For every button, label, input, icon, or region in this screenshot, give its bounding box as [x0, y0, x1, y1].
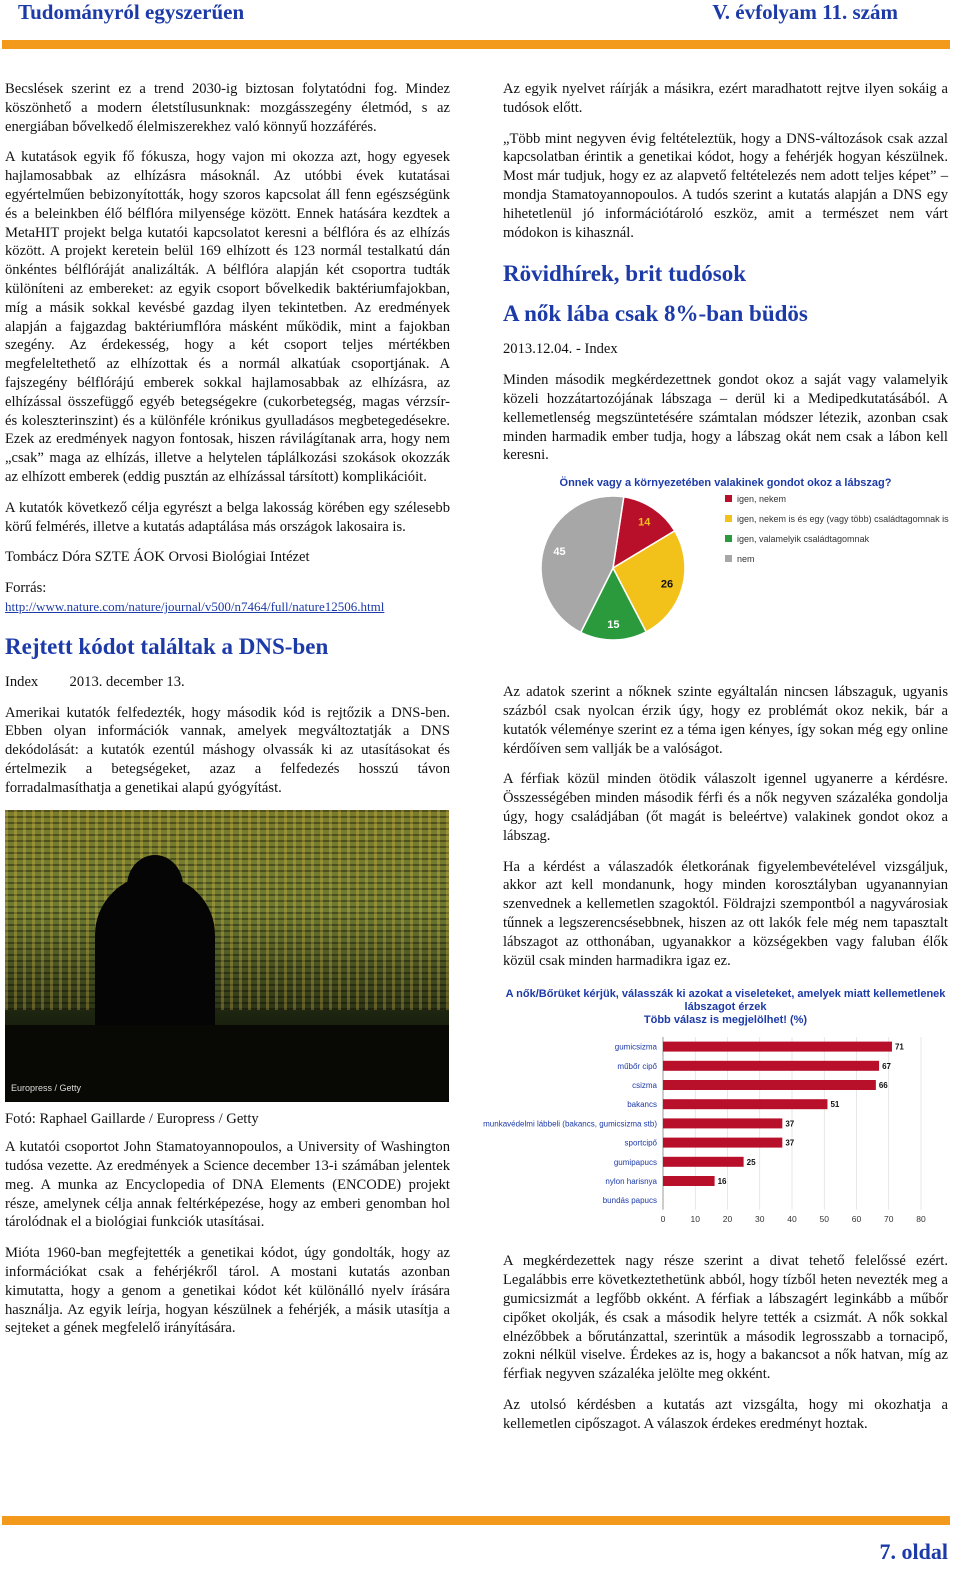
- meta-source: Index: [5, 673, 39, 690]
- x-tick-label: 40: [787, 1214, 797, 1225]
- paragraph: A kutatói csoportot John Stamatoyannopoulos, a University of Washington tudósa vezette. Az eredmények a Science december 13-i számában jelentek meg. A munka az Encyclopedia of DNA Elements (ENCODE) projekt része, amelynek célja annak feltérképezése, hogy az emberi genomban hol tárolódnak el a biológiai funkciók utasításai.: [5, 1139, 450, 1231]
- article-heading: Rejtett kódot találtak a DNS-ben: [5, 633, 329, 659]
- bar: [663, 1138, 782, 1148]
- pie-slice-label: 15: [607, 619, 620, 632]
- source-link[interactable]: http://www.nature.com/nature/journal/v500/n7464/full/nature12506.html: [5, 598, 385, 614]
- legend-swatch: [725, 495, 732, 502]
- photo-caption: Fotó: Raphael Gaillarde / Europress / Getty: [5, 1110, 259, 1127]
- x-tick-label: 70: [884, 1214, 894, 1225]
- x-tick-label: 30: [755, 1214, 765, 1225]
- pie-slice-label: 26: [660, 578, 674, 591]
- bar-category-label: bakancs: [627, 1100, 657, 1110]
- photo-control-room: [5, 810, 449, 1102]
- bar-chart-title-line: lábszagot érzek: [684, 1001, 767, 1014]
- paragraph: Az egyik nyelvet ráírják a másikra, ezért maradhatott rejtve ilyen sokáig a tudósok előtt.: [503, 81, 948, 116]
- legend-label: igen, nekem: [737, 494, 787, 505]
- source-label: Forrás:: [5, 580, 47, 597]
- pie-chart: [503, 477, 948, 657]
- left-column: [5, 80, 450, 1350]
- bar-value-label: 71: [894, 1042, 904, 1052]
- monitor-wall: [5, 810, 449, 1010]
- legend-swatch: [725, 535, 732, 542]
- bar-category-label: bundás papucs: [602, 1196, 657, 1206]
- paragraph: Ha a kérdést a válaszadók életkorának figyelembevételével vizsgáljuk, akkor azt kell mondanunk, hogy minden korosztályban ugyanannyian szenvednek a kellemetlen szagoktól. Földrajzi szempontból a nagyvárosiak tűnnek a legszerencsésebbnek, hiszen az ott lakók fele még nem tapasztalt lábszagot az otthonában, ugyanakkor a községekben vagy faluban élők közül csak minden harmadikra igaz ez.: [503, 858, 948, 969]
- paragraph: A megkérdezettek nagy része szerint a divat tehető felelőssé ezért. Legalábbis erre következtethetünk abból, hogy tízből heten nevezték meg a gumicsizmát a legfőbb okként. A férfiak a lábszagért leginkább a műbőr cipőket okolják, és csak a második helyre tették a csizmát. A nők sokkal elnézőbbek a bőrutánzattal, szerintük a második legrosszabb a tornacipő, zokni nélkül viselve. Érdekes az is, hogy a bakancsot a nők hatvan, míg az férfiak negyven százaléka jelölte meg okként.: [503, 1253, 948, 1383]
- legend-swatch: [725, 555, 732, 562]
- legend-label: igen, valamelyik családtagomnak: [737, 534, 870, 545]
- bar-value-label: 37: [785, 1138, 795, 1148]
- article-meta: 2013.12.04. - Index: [503, 341, 618, 358]
- right-column: [483, 80, 949, 1445]
- paragraph: Minden második megkérdezettnek gondot okoz a saját vagy valamelyik közeli hozzátartozójának lábszaga – derül ki a Medipedkutatásából. A kellemetlenség megszüntetésére számtalan módszer létezik, azonban csak minden harmadik ember tudja, hogy a lábszag okát nem csak a lábon kell keresni.: [503, 372, 948, 464]
- bar-category-label: csizma: [632, 1081, 657, 1091]
- author-line: Tombácz Dóra SZTE ÁOK Orvosi Biológiai Intézet: [5, 549, 310, 566]
- issue-label: V. évfolyam 11. szám: [712, 0, 898, 24]
- bar-chart-title: [503, 988, 948, 1027]
- bar-chart-title-line: Több válasz is megjelölhet! (%): [643, 1014, 808, 1027]
- photo-credit: Europress / Getty: [11, 1082, 82, 1093]
- paragraph: A férfiak közül minden ötödik válaszolt igennel ugyanerre a kérdésre. Összességében minden második férfi és a nők negyven százaléka gondolja úgy, hogy családjában (őt magát is beleértve) valakinek gondot okoz a lábszag.: [503, 771, 948, 844]
- bar-value-label: 67: [882, 1062, 891, 1072]
- bar-category-label: munkavédelmi lábbeli (bakancs, gumicsizma stb): [483, 1119, 657, 1129]
- legend-label: nem: [737, 554, 755, 565]
- bar: [663, 1119, 782, 1129]
- footer-rule: [2, 1516, 950, 1525]
- bar-value-label: 37: [785, 1119, 795, 1129]
- bar: [663, 1176, 715, 1186]
- bar-category-label: műbőr cipő: [617, 1062, 657, 1072]
- page-number: 7. oldal: [879, 1539, 948, 1564]
- legend-label: igen, nekem is és egy (vagy több) családtagomnak is: [737, 514, 949, 525]
- paragraph: Az adatok szerint a nőknek szinte egyáltalán nincsen lábszaguk, ugyanis százból csak nyolcan érzik úgy, hogy ez problémát okoz nekik, bár a kutatók véleménye szerint ez a téma igen kényes, így sokan még egy online kérdőíven sem vallják be a valóságot.: [503, 684, 948, 757]
- bar-chart: [483, 988, 948, 1228]
- paragraph: Becslések szerint ez a trend 2030-ig biztosan folytatódni fog. Mindez köszönhető a modern életstílusunknak: mozgásszegény életmód, s az energiában bővelkedő élelmiszerekhez való könnyű hozzáférés.: [5, 81, 450, 135]
- article-heading: A nők lába csak 8%-ban büdös: [503, 301, 808, 327]
- bar-category-label: gumipapucs: [613, 1158, 657, 1168]
- pie-chart-svg: [503, 490, 948, 650]
- paragraph: „Több mint negyven évig feltételeztük, hogy a DNS-változások csak azzal kapcsolatban érintik a genetikai kódot, hogy a fehérjék hogyan készülnek. Most már tudjuk, hogy ez az alapvető feltételezés nem adott teljes képet” – mondja Stamatoyannopoulos. A tudós szerint a kutatás alapján a DNS egy hihetetlenül jó információtároló eszköz, amit a természet nem várt módokon is kihasznál.: [503, 130, 948, 241]
- header-rule: [2, 40, 950, 49]
- article-meta: [5, 673, 450, 692]
- x-tick-label: 20: [722, 1214, 733, 1225]
- pie-slice-label: 14: [638, 516, 651, 529]
- x-tick-label: 10: [690, 1214, 700, 1225]
- x-tick-label: 60: [851, 1214, 862, 1225]
- paragraph: Az utolsó kérdésben a kutatás azt vizsgálta, hogy mi okozhatja a kellemetlen cipőszagot. A válaszok érdekes eredményt hoztak.: [503, 1396, 948, 1432]
- paragraph: A kutatások egyik fő fókusza, hogy vajon mi okozza azt, hogy egyesek hajlamosabbak az elhízásra másoknál. Az utóbbi évek kutatásai egyértelműen bebizonyították, hogy szoros kapcsolat áll fenn egészségünk és a beleinkben élő bélflóra milyensége között. Ennek hatására kezdtek a MetaHIT projekt belga kutatói kapcsolatot keresni a bélflóra és az elhízás között. A projekt keretein belül 169 elhízott és 123 normál testalkatú dán önkéntes bélflóráját analizálták. A bélflóra alapján két csoportra tudták különíteni az embereket: az egyik csoport bővelkedik baktériumfajokban, míg a másik sokkal kevésbé gazdag ilyen tekintetben. Az eredmények alapján a fajgazdag baktériumflóra másként működik, mint a fajokban szegény. Az érdekesség, hogy a két csoport teljes mértékben megfeleltethető az elhízottak és a normál alkatúak csoportjának. A fajszegény bélflórájú emberek sokkal hajlamosabbak az elhízásra, az elhízással összefüggő egyéb betegségekre (cukorbetegség, magas vérzsír- és koleszterinszint) és a különféle krónikus gyulladásos megbetegedésekre. Ezek az eredmények nagyon fontosak, hiszen rávilágítanak arra, hogy nem „csak” maga az elhízás, illetve a helytelen táplálkozási szokások okozzák az elhízott emberek (eddig pusztán az elhízással társított) komplikációit.: [5, 149, 450, 485]
- paragraph: A kutatók következő célja egyrészt a belga lakosság körében egy szélesebb körű felmérés, illetve a kutatás adaptálása más országok lakosaira is.: [5, 499, 450, 535]
- bar: [663, 1080, 876, 1090]
- pie-slice-label: 45: [553, 546, 566, 559]
- bar-value-label: 66: [878, 1081, 888, 1091]
- x-tick-label: 0: [660, 1214, 666, 1225]
- bar-category-label: sportcipő: [624, 1138, 657, 1148]
- bar-chart-title-line: A nők/Bőrüket kérjük, válasszák ki azokat a viseleteket, amelyek miatt kellemetlenek: [505, 988, 946, 1001]
- bar: [663, 1157, 744, 1167]
- bar: [663, 1042, 892, 1052]
- page-header: [0, 0, 960, 40]
- meta-date: 2013. december 13.: [69, 673, 185, 690]
- bar-category-label: gumicsizma: [614, 1042, 657, 1052]
- bar-value-label: 16: [717, 1177, 727, 1187]
- x-tick-label: 50: [819, 1214, 829, 1225]
- legend-swatch: [725, 515, 732, 522]
- publication-title: Tudományról egyszerűen: [18, 0, 245, 24]
- bar: [663, 1061, 879, 1071]
- pie-chart-title: Önnek vagy a környezetében valakinek gondot okoz a lábszag?: [559, 477, 892, 490]
- bar: [663, 1100, 827, 1110]
- bar-chart-svg: [483, 1027, 948, 1227]
- bar-value-label: 25: [746, 1158, 756, 1168]
- bar-value-label: 51: [830, 1100, 840, 1110]
- section-heading: Rövidhírek, brit tudósok: [503, 261, 747, 287]
- paragraph: Mióta 1960-ban megfejtették a genetikai kódot, úgy gondolták, hogy az információkat csak a fehérjékről tárol. A mostani kutatás azonban kimutatta, hogy a genom a genetikai kódot két különálló nyelv írására használja. Az egyik leírja, hogyan készülnek a fehérjék, a másik utasítja a sejteket a gének megfelelő irányítására.: [5, 1245, 450, 1337]
- paragraph: Amerikai kutatók felfedezték, hogy második kód is rejtőzik a DNS-ben. Ebben olyan információk vannak, amelyek megváltoztatják a DNS dekódolását: a kutatók ezentúl máshogy olvassák ki az utasításokat és értelmezik a betegségeket, azaz a felfedezés hosszú távon forradalmasíthatja a genetikai alapú gyógyítást.: [5, 704, 450, 796]
- x-tick-label: 80: [916, 1214, 926, 1225]
- bar-category-label: nylon harisnya: [605, 1177, 657, 1187]
